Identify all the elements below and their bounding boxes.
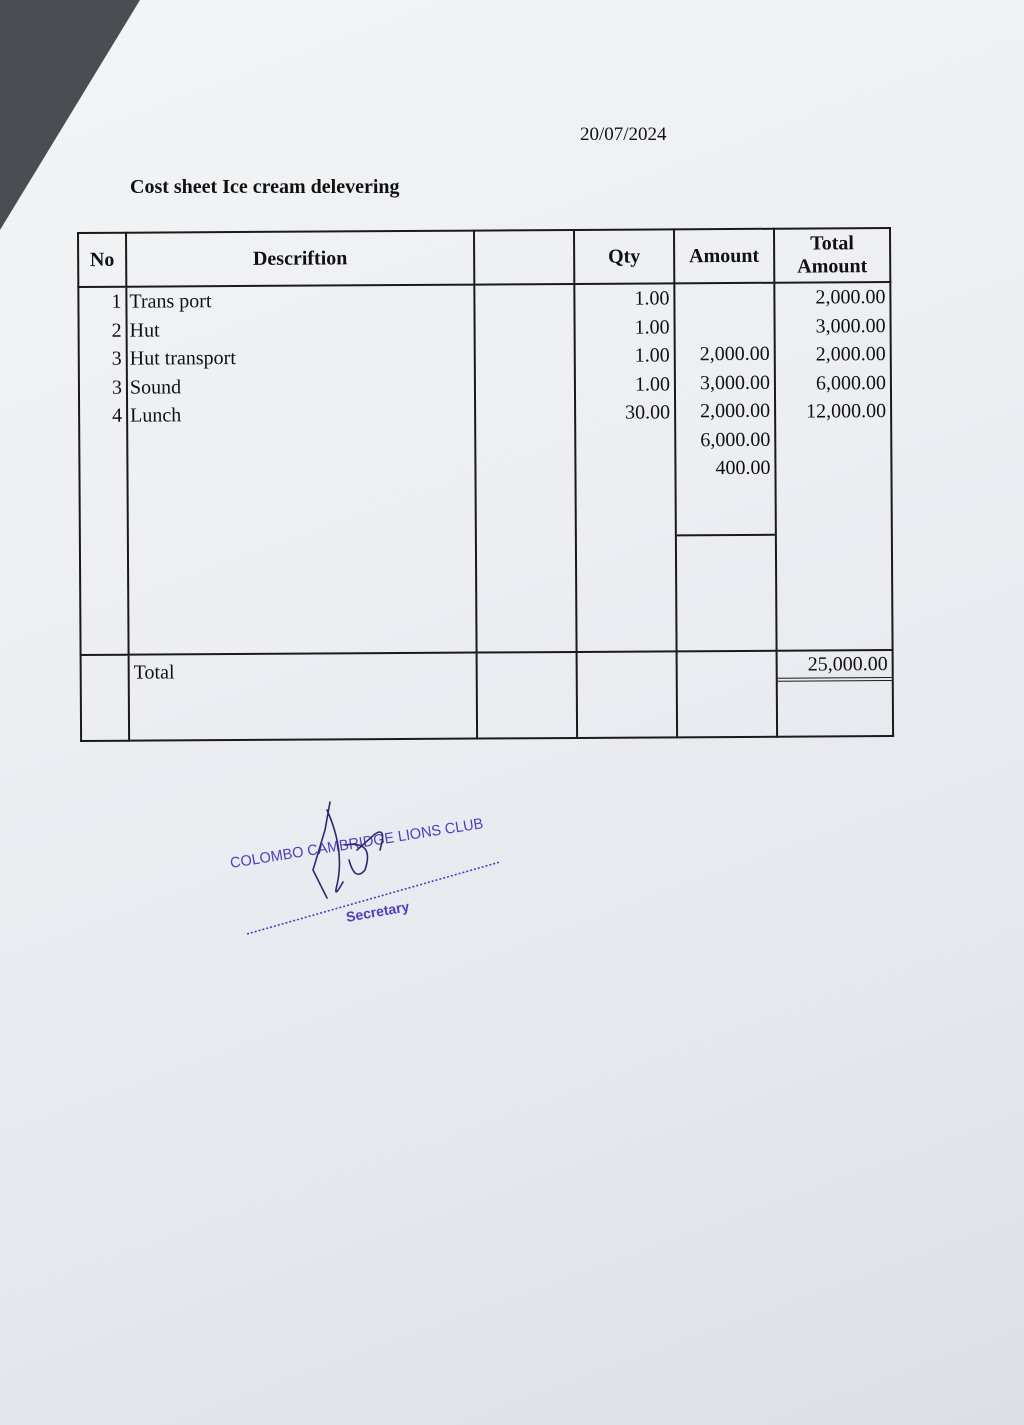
row-no: 3 bbox=[111, 376, 123, 399]
header-blank bbox=[474, 230, 574, 285]
grand-total: 25,000.00 bbox=[778, 651, 892, 682]
header-total-line1: Total bbox=[810, 232, 855, 255]
blank-column bbox=[474, 284, 576, 653]
row-qty: 1.00 bbox=[634, 344, 670, 367]
total-label-cell bbox=[129, 653, 478, 741]
no-column bbox=[78, 287, 128, 655]
row-description: Sound bbox=[129, 375, 182, 399]
table-body-row bbox=[78, 282, 892, 655]
row-amount: 400.00 bbox=[715, 456, 771, 480]
row-no: 2 bbox=[111, 319, 122, 342]
svg-text:Secretary: Secretary bbox=[344, 898, 411, 925]
row-no: 4 bbox=[112, 404, 123, 427]
row-total: 3,000.00 bbox=[815, 314, 886, 337]
table-total-row bbox=[81, 650, 894, 741]
table-header-row bbox=[78, 228, 890, 287]
total-column bbox=[774, 282, 892, 651]
header-no: No bbox=[78, 233, 126, 287]
header-total-amount bbox=[774, 228, 890, 283]
total-no-cell bbox=[81, 655, 130, 741]
row-description: Trans port bbox=[129, 290, 212, 313]
total-blank-cell bbox=[477, 652, 578, 739]
stamp-ink bbox=[229, 815, 500, 934]
total-label: Total bbox=[133, 661, 175, 684]
header-total-line2: Amount bbox=[797, 255, 868, 278]
row-total: 2,000.00 bbox=[815, 343, 886, 366]
svg-text:COLOMBO CAMBRIDGE LIONS CLUB: COLOMBO CAMBRIDGE LIONS CLUB bbox=[228, 813, 494, 872]
row-amount: 3,000.00 bbox=[699, 371, 770, 394]
row-qty: 1.00 bbox=[634, 372, 671, 396]
row-amount: 6,000.00 bbox=[700, 428, 771, 451]
document-date: 20/07/2024 bbox=[580, 124, 667, 145]
row-qty: 1.00 bbox=[634, 315, 670, 339]
document-title: Cost sheet Ice cream delevering bbox=[130, 176, 400, 198]
row-amount: 2,000.00 bbox=[699, 342, 770, 366]
total-qty-cell bbox=[577, 651, 678, 738]
row-qty: 1.00 bbox=[634, 287, 670, 310]
row-description: Hut transport bbox=[129, 347, 236, 370]
amount-column bbox=[674, 283, 776, 652]
row-no: 1 bbox=[111, 290, 122, 313]
row-amount: 2,000.00 bbox=[700, 399, 771, 423]
row-description: Hut bbox=[129, 318, 160, 342]
row-description: Lunch bbox=[130, 404, 182, 427]
amount-box bbox=[675, 284, 775, 537]
grand-total-cell bbox=[777, 650, 894, 737]
header-qty: Qty bbox=[574, 229, 674, 284]
total-amount-cell bbox=[677, 651, 778, 738]
row-total: 2,000.00 bbox=[815, 286, 886, 309]
secretary-stamp bbox=[225, 790, 515, 940]
row-total: 12,000.00 bbox=[806, 400, 887, 423]
header-description: Descriftion bbox=[126, 231, 474, 287]
row-qty: 30.00 bbox=[625, 401, 671, 424]
qty-column bbox=[574, 283, 676, 652]
row-total: 6,000.00 bbox=[815, 371, 887, 394]
cost-table bbox=[77, 227, 894, 742]
header-amount: Amount bbox=[674, 229, 774, 284]
row-no: 3 bbox=[111, 347, 122, 370]
description-column bbox=[126, 285, 476, 655]
